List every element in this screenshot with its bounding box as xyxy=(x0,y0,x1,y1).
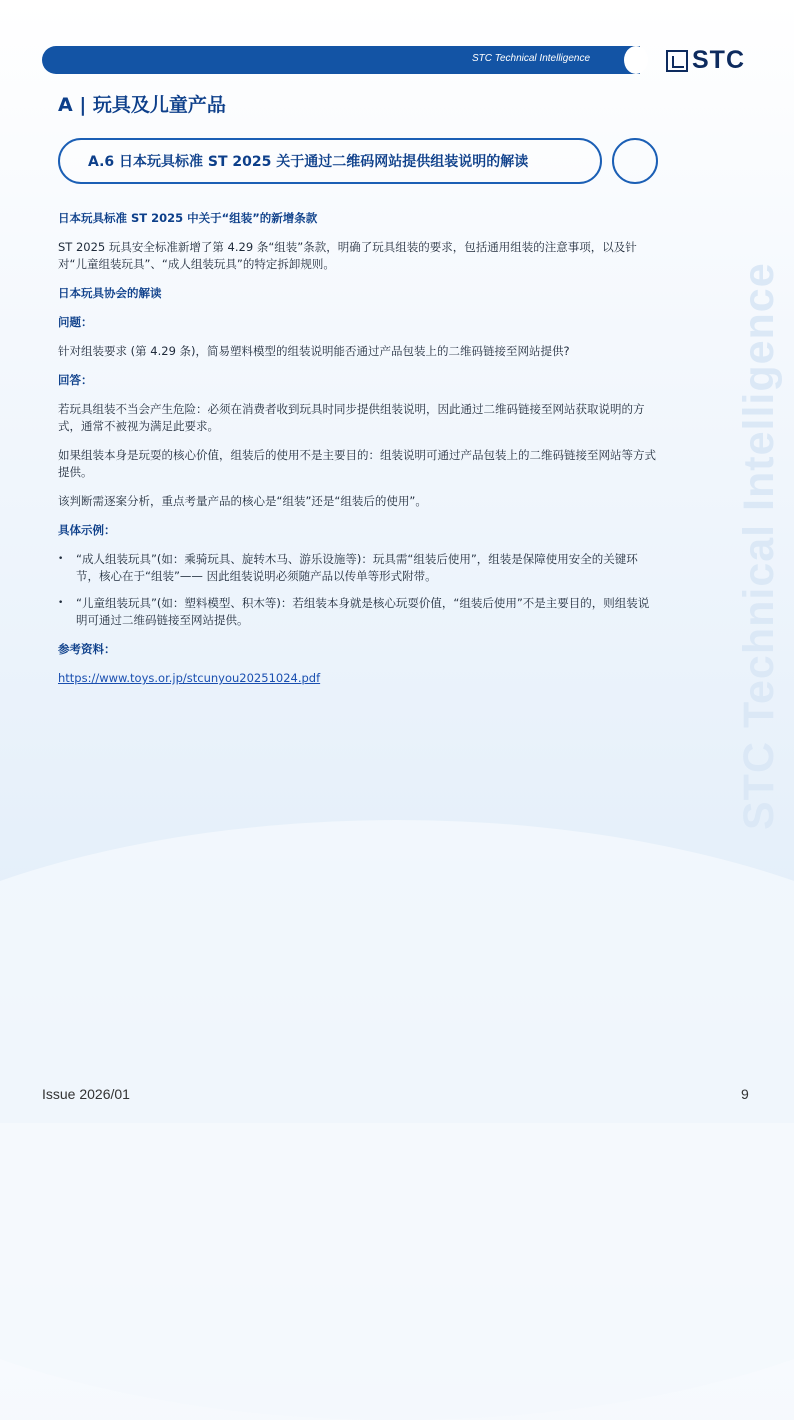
example-item-child-assembly: • “儿童组装玩具”(如：塑料模型、积木等)：若组装本身就是核心玩耍价值，“组装后使用”不是主要目的，则组装说明可通过二维码链接至网站提供。 xyxy=(58,595,658,629)
logo-mark-icon xyxy=(666,50,688,72)
reference-link[interactable]: https://www.toys.or.jp/stcunyou20251024.pdf xyxy=(58,671,321,685)
answer-paragraph-1: 若玩具组装不当会产生危险：必须在消费者收到玩具时同步提供组装说明，因此通过二维码链接至网站获取说明的方式，通常不被视为满足此要求。 xyxy=(58,402,645,433)
heading-association-interpretation: 日本玩具协会的解读 xyxy=(58,286,162,300)
heading-new-clause: 日本玩具标准 ST 2025 中关于“组装”的新增条款 xyxy=(58,211,318,225)
answer-paragraph-3: 该判断需逐案分析，重点考量产品的核心是“组装”还是“组装后的使用”。 xyxy=(58,494,427,508)
background-arc xyxy=(0,820,794,1420)
article-title-banner xyxy=(58,138,602,184)
reference-label: 参考资料： xyxy=(58,642,116,656)
paragraph-clause-description: ST 2025 玩具安全标准新增了第 4.29 条“组装”条款，明确了玩具组装的要求，包括通用组装的注意事项，以及针对“儿童组装玩具”、“成人组装玩具”的特定拆卸规则。 xyxy=(58,240,637,271)
question-label: 问题： xyxy=(58,315,93,329)
answer-paragraph-2: 如果组装本身是玩耍的核心价值，组装后的使用不是主要目的：组装说明可通过产品包装上的二维码链接至网站等方式提供。 xyxy=(58,448,656,479)
answer-label: 回答： xyxy=(58,373,93,387)
article-body xyxy=(58,210,658,687)
footer-issue: Issue 2026/01 xyxy=(42,1086,130,1102)
article-title: A.6 日本玩具标准 ST 2025 关于通过二维码网站提供组装说明的解读 xyxy=(88,154,529,170)
question-text: 针对组装要求 (第 4.29 条)，简易塑料模型的组装说明能否通过产品包装上的二维码链接至网站提供? xyxy=(58,344,570,358)
vertical-watermark: STC Technical Intelligence xyxy=(735,262,783,830)
footer-page-number: 9 xyxy=(741,1086,749,1102)
banner-circle-decoration xyxy=(612,138,658,184)
header-tagline: STC Technical Intelligence xyxy=(472,53,591,64)
examples-list xyxy=(58,551,658,629)
example-item-adult-assembly: • “成人组装玩具”(如：乘骑玩具、旋转木马、游乐设施等)：玩具需“组装后使用”，组装是保障使用安全的关键环节，核心在于“组装”—— 因此组装说明必须随产品以传单等形式附带。 xyxy=(58,551,658,585)
stc-logo xyxy=(666,46,745,75)
logo-text: STC xyxy=(692,46,745,74)
section-title: A | 玩具及儿童产品 xyxy=(58,94,226,116)
examples-label: 具体示例： xyxy=(58,523,116,537)
